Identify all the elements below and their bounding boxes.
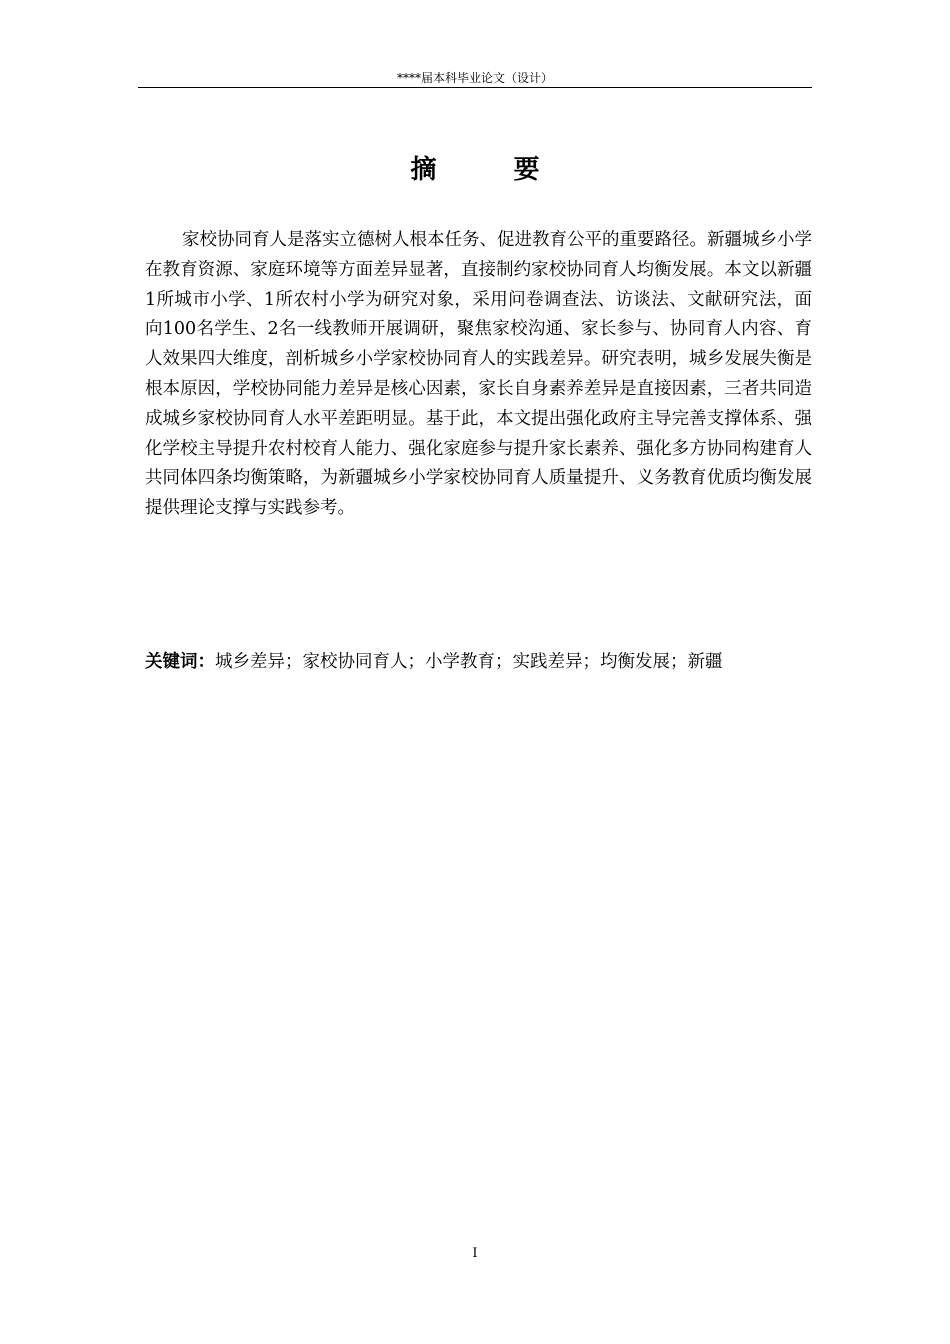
header-rule [138, 87, 812, 88]
abstract-title: 摘 要 [410, 155, 574, 185]
page-header: ****届本科毕业论文（设计） [396, 71, 553, 85]
keywords-line [145, 648, 812, 676]
page-number: I [472, 1246, 478, 1261]
keywords-label: 关键词： [145, 652, 215, 672]
keywords-text: 城乡差异；家校协同育人；小学教育；实践差异；均衡发展；新疆 [215, 652, 723, 672]
abstract-body: 家校协同育人是落实立德树人根本任务、促进教育公平的重要路径。新疆城乡小学在教育资源、家庭环境等方面差异显著，直接制约家校协同育人均衡发展。本文以新疆1所城市小学、1所农村小学为研究对象，采用问卷调查法、访谈法、文献研究法，面向100名学生、2名一线教师开展调研，聚焦家校沟通、家长参与、协同育人内容、育人效果四大维度，剖析城乡小学家校协同育人的实践差异。研究表明，城乡发展失衡是根本原因，学校协同能力差异是核心因素，家长自身素养差异是直接因素，三者共同造成城乡家校协同育人水平差距明显。基于此，本文提出强化政府主导完善支撑体系、强化学校主导提升农村校育人能力、强化家庭参与提升家长素养、强化多方协同构建育人共同体四条均衡策略，为新疆城乡小学家校协同育人质量提升、义务教育优质均衡发展提供理论支撑与实践参考。 [145, 230, 812, 519]
